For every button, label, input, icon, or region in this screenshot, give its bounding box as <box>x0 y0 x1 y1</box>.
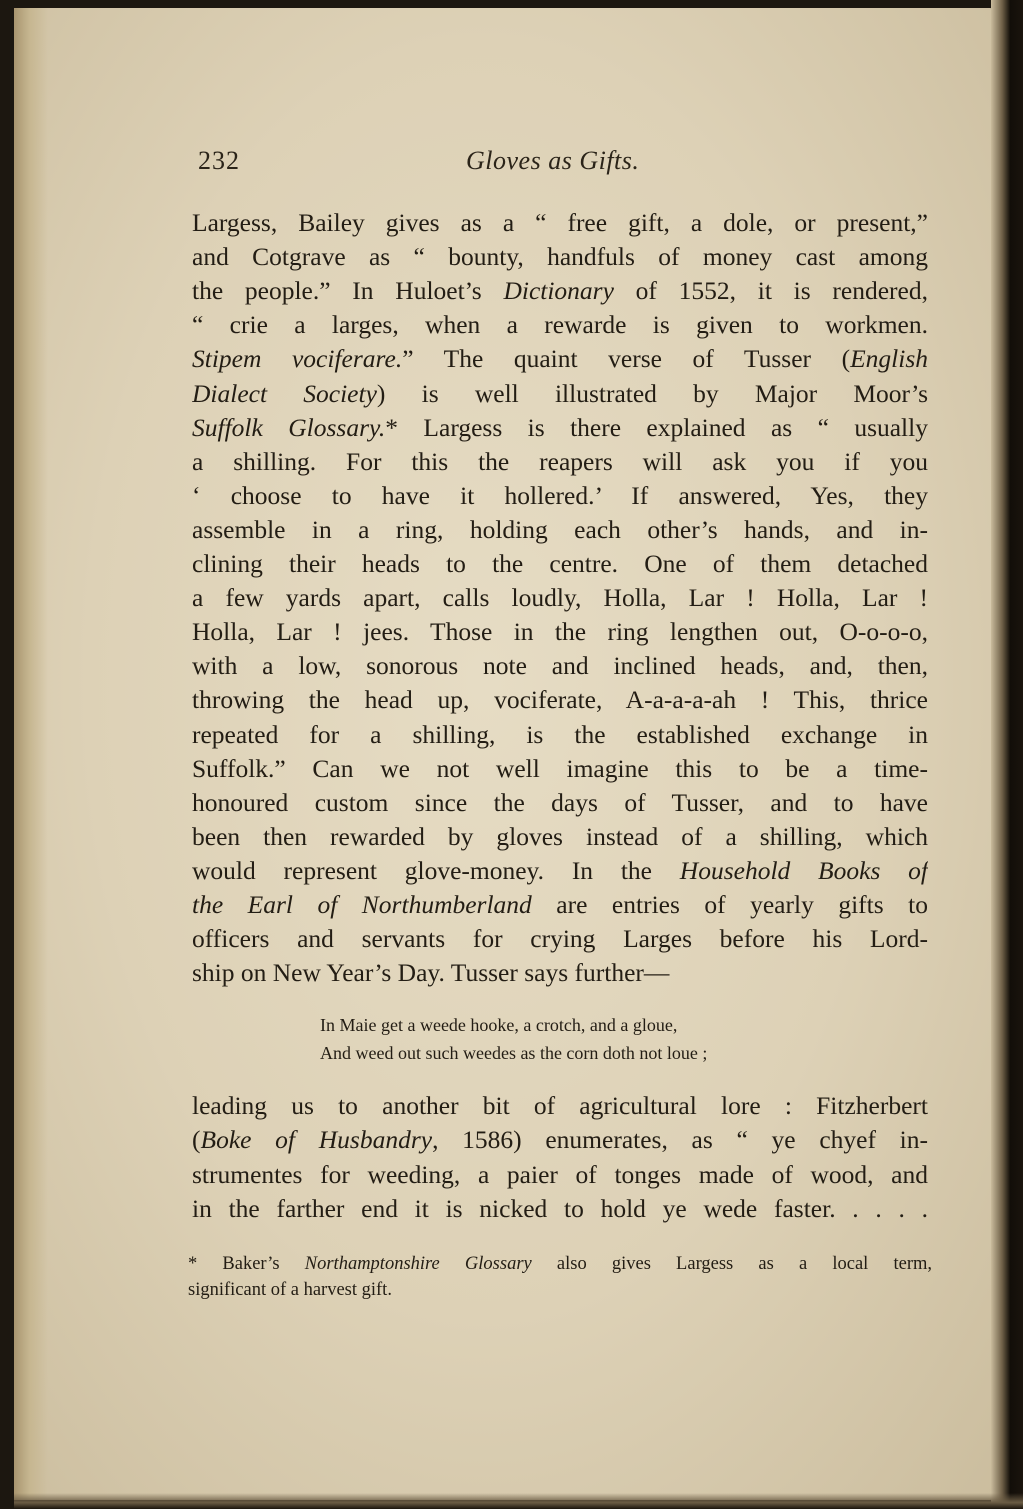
text-line: the people.” In Huloet’s Dictionary of 1552, it is rendered, <box>192 276 928 306</box>
text-line: officers and servants for crying Larges before his Lord- <box>192 924 928 954</box>
text-line: throwing the head up, vociferate, A-a-a-a-ah ! This, thrice <box>192 685 928 715</box>
text-line: Holla, Lar ! jees. Those in the ring lengthen out, O-o-o-o, <box>192 617 928 647</box>
text-line: the Earl of Northumberland are entries of yearly gifts to <box>192 890 928 919</box>
italic-text: Dialect Society <box>192 378 377 408</box>
verse-line: In Maie get a weede hooke, a crotch, and a gloue, <box>320 1015 678 1035</box>
text-line: Largess, Bailey gives as a “ free gift, a dole, or present,” <box>192 208 928 237</box>
text-line: with a low, sonorous note and inclined heads, and, then, <box>192 651 928 681</box>
text-line: Suffolk.” Can we not well imagine this to be a time- <box>192 753 928 783</box>
text-line: (Boke of Husbandry, 1586) enumerates, as “ ye chyef in- <box>192 1125 928 1155</box>
italic-text: Dictionary <box>503 276 614 306</box>
text-line: and Cotgrave as “ bounty, handfuls of money cast among <box>192 242 928 272</box>
text-line: assemble in a ring, holding each other’s hands, and in- <box>192 514 928 544</box>
italic-text: Household Books of <box>679 855 928 885</box>
text-line: leading us to another bit of agricultural lore : Fitzherbert <box>192 1091 928 1120</box>
text-line: clining their heads to the centre. One of them detached <box>192 549 928 578</box>
text-line: would represent glove-money. In the Household Books of <box>192 855 928 885</box>
text-line: ‘ choose to have it hollered.’ If answered, Yes, they <box>192 480 928 510</box>
text-line: ship on New Year’s Day. Tusser says further— <box>192 958 670 988</box>
text-line: Suffolk Glossary.* Largess is there explained as “ usually <box>192 412 928 442</box>
running-title: Gloves as Gifts. <box>466 146 640 175</box>
italic-text: English <box>850 344 928 374</box>
verse-line: And weed out such weedes as the corn doth not loue ; <box>320 1043 708 1063</box>
footnote-line: significant of a harvest gift. <box>188 1280 392 1300</box>
page-number: 232 <box>198 146 240 175</box>
text-line: in the farther end it is nicked to hold ye wede faster. . . . . <box>192 1193 928 1223</box>
italic-text: the Earl of Northumberland <box>192 890 532 919</box>
italic-text: Stipem vociferare. <box>192 344 403 374</box>
text-line: a few yards apart, calls loudly, Holla, Lar ! Holla, Lar ! <box>192 583 928 613</box>
text-line: strumentes for weeding, a paier of tonges made of wood, and <box>192 1159 928 1189</box>
italic-text: Suffolk Glossary. <box>192 412 386 442</box>
text-line: Dialect Society) is well illustrated by Major Moor’s <box>192 378 928 408</box>
text-line: been then rewarded by gloves instead of a shilling, which <box>192 821 928 851</box>
running-header <box>198 146 938 186</box>
text-line: repeated for a shilling, is the established exchange in <box>192 719 928 749</box>
text-line: Stipem vociferare.” The quaint verse of Tusser (English <box>192 344 928 374</box>
text-line: a shilling. For this the reapers will ask you if you <box>192 446 928 476</box>
book-edge-bottom <box>14 1493 1023 1509</box>
text-line: honoured custom since the days of Tusser, and to have <box>192 787 928 817</box>
footnote-line: * Baker’s Northamptonshire Glossary also gives Largess as a local term, <box>188 1254 932 1274</box>
book-edge-right <box>991 0 1023 1509</box>
text-line: “ crie a larges, when a rewarde is given to workmen. <box>192 310 928 340</box>
gutter-shadow <box>14 8 48 1500</box>
italic-text: Northamptonshire Glossary <box>304 1254 532 1274</box>
italic-text: Boke of Husbandry <box>200 1125 433 1155</box>
